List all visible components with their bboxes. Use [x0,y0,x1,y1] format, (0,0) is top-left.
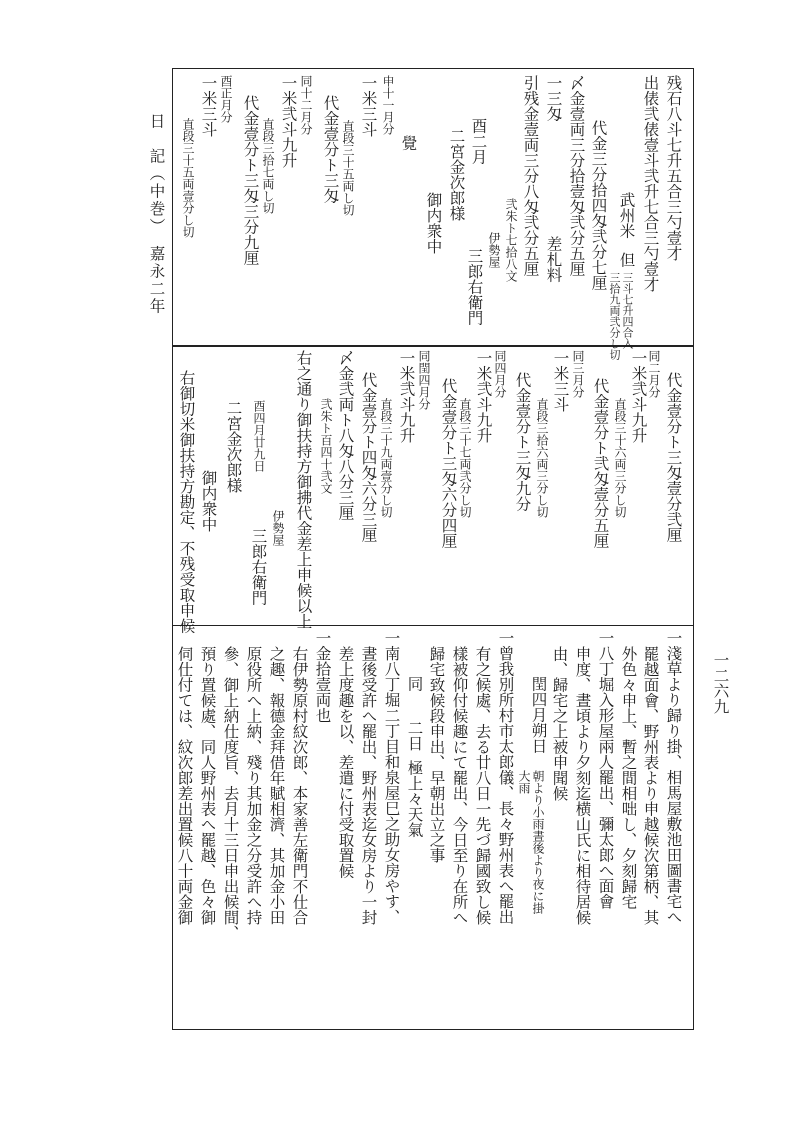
text-line: 伺仕付ては、紋次郎差出置候八十両金御 [175,646,194,925]
text-line: 之趣、報德金拜借年賦相濟、其加金小田 [267,646,286,925]
text-line: 罷越面會、野州表より申越候次第柄、其 [641,646,660,925]
text-line: 申度、晝頃より夕刻迄横山氏に相待居候 [573,646,592,925]
text-line: 同十二月分 [299,75,313,135]
annotation-small: 直段三十六両三分し切 [613,398,627,518]
text-line: 二宮金次郎様 [447,128,466,221]
text-line: 一米弐斗九升 [629,350,648,443]
text-line: 酉正月分 [219,75,233,123]
text-line: 同 [405,676,424,692]
text-line: 歸宅致候段申出、早朝出立之事 [427,646,446,863]
text-line: 代金壹分ト弐匁壹分五厘 [591,378,610,549]
text-line: 代金壹分ト三匁六分四厘 [439,378,458,549]
text-line: 一南八丁堀二丁目和泉屋巳之助女房やす、 [382,630,401,925]
text-line: 一米三斗 [359,75,378,137]
page-number: 一二六九 [711,652,730,714]
text-line: 代金壹分ト四匁六分三厘 [359,372,378,543]
text-line: 一米弐斗九升 [279,75,298,168]
text-line: 有之候處、去る廿八日一先づ歸國致し候 [473,646,492,925]
text-line: 酉二月 [469,118,488,165]
text-line: 三郎右衛門 [465,248,484,326]
text-line: 〆金弐両ト八匁八分三厘 [336,350,355,521]
text-line: 二宮金次郎様 [224,400,243,493]
text-line: 御内衆中 [424,192,443,254]
text-line: 一米弐斗九升 [397,350,416,443]
text-line: 一米弐斗九升 [474,350,493,443]
text-line: 伊勢屋 [487,232,501,268]
text-line: 外色々申上、暫之間相咄し、夕刻歸宅 [619,646,638,910]
annotation-small: 直段三十七両弐分し切 [458,398,472,518]
annotation-small: 弐朱ト七拾八文 [504,198,518,282]
annotation-small: 朝より小雨晝後より夜に掛 [531,770,545,914]
text-line: 伊勢屋 [271,510,285,546]
text-line: 右之通り御扶持方御拂代金差上申候以上 [294,350,313,629]
text-line: 覺 [399,135,418,151]
text-line: 一八丁堀入形屋兩人罷出、彌太郎へ面會 [596,630,615,909]
text-line: 代金壹分ト三匁九分 [513,372,532,512]
annotation-small: 大雨 [517,770,531,794]
text-line: 參、御上納仕度旨、去月十三日申出候間、 [221,646,240,941]
text-line: 二日 [405,720,424,751]
text-line: 一金拾壹両也 [313,630,332,723]
text-line: 右伊勢原村紋次郎、本家善左衛門不仕合 [290,646,309,925]
annotation-small: 三斗七升四合入 [621,272,634,349]
text-line: 差上度趣を以、差遣に付受取置候 [336,646,355,879]
text-line: 同三月分 [571,350,585,398]
text-line: 閏四月朔日 [529,676,548,754]
text-line: 預り置候處、同人野州表へ罷越、色々御 [198,646,217,925]
text-line: 同閏四月分 [417,350,431,410]
text-line: 御内衆中 [199,470,218,532]
annotation-small: 直段三十九両壹分し切 [379,398,393,518]
annotation-small: 三拾九両弐分し切 [608,272,621,360]
text-line: 申十一月分 [381,75,395,135]
annotation-small: 直段三十五両壹分し切 [181,118,195,238]
text-line: 樣被仰付候趣にて罷出、今日至り在所へ [450,646,469,925]
annotation-small: 直段三十五両し切 [341,120,355,216]
text-line: 一米三斗 [551,350,570,412]
running-head: 日 記（中巻） 嘉永二年 [147,113,166,316]
text-line: 残石八斗七升五合三勺壹才 [664,75,683,261]
text-line: 極上々天氣 [405,760,424,838]
text-line: 代金壹分ト三匁三分九厘 [241,95,260,266]
annotation-small: 直段三拾七両し切 [261,118,275,214]
text-line: 三郎右衛門 [249,528,268,606]
text-line: 同二月分 [647,350,661,398]
text-line: 差札料 [544,236,563,283]
text-line: 酉四月廿九日 [252,400,266,472]
text-line: 一淺草より歸り掛、相馬屋敷池田圖書宅へ [664,630,683,925]
text-line: 由、歸宅之上被申聞候 [550,646,569,801]
text-line: 〆金壹両三分拾壹匁弐分五厘 [567,75,586,277]
text-line: 武州米 [617,192,636,239]
text-line: 一米三斗 [199,75,218,137]
text-line: 一三匁 [544,75,563,122]
text-line: 代金壹分ト三匁壹分弐厘 [664,372,683,543]
text-line: 出俵弐俵壹斗弐升七合三勺壹才 [641,75,660,292]
annotation-small: 弐朱ト百四十弐文 [319,398,333,494]
text-line: 同四月分 [493,350,507,398]
text-line: 原役所へ上納、殘り其加金之分受許へ持 [244,646,263,925]
text-line: 但 [617,252,636,268]
section-divider-lower [172,625,694,626]
text-line: 引残金壹両三分八匁弐分五厘 [521,75,540,277]
text-line: 右御切米御扶持方勘定、不残受取申候 [177,370,196,634]
annotation-small: 直段三拾六両三分し切 [535,398,549,518]
text-line: 一曾我別所村市太郎儀、長々野州表へ罷出 [496,630,515,925]
text-line: 晝後受許へ罷出、野州表迄女房より一封 [359,646,378,925]
text-line: 代金壹分ト三匁 [321,95,340,204]
text-line: 代金三分拾四匁弐分七厘 [589,120,608,291]
